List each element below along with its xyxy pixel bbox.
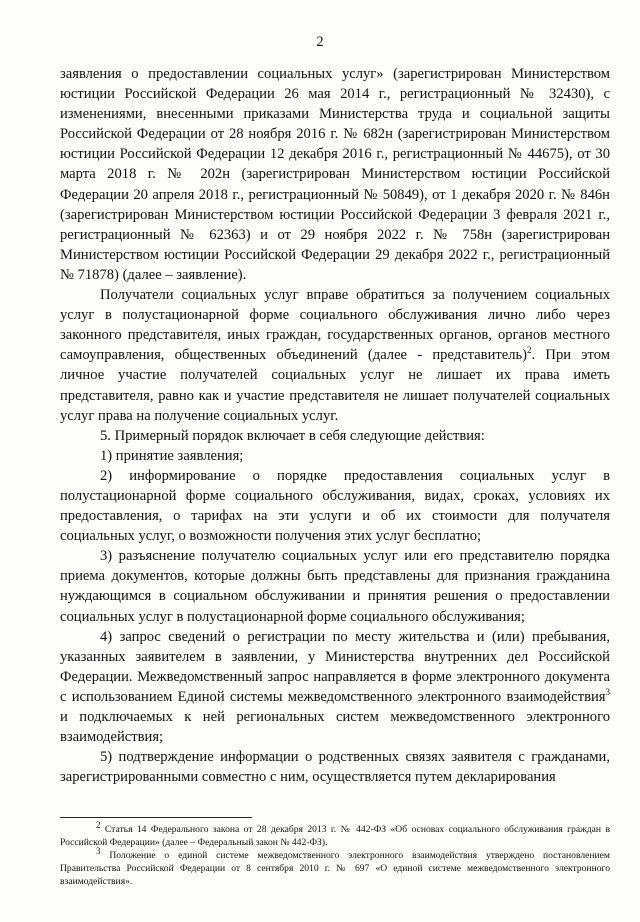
list-item-1: 1) принятие заявления; xyxy=(100,447,244,464)
paragraph-text: 4) запрос сведений о регистрации по месту жительства и (или) пребывания, указанных заявителем в заявлении, у Министерства внутренних дел Российской Федерации. Межведомственный запрос направляется в форме электронного документа с использованием Единой системы межведомственного электронного взаимодействия xyxy=(60,628,610,705)
footnote-text: Статья 14 Федерального закона от 28 декабря 2013 г. № 442-ФЗ «Об основах социального обслуживания граждан в Российской Федерации» (далее – Федеральный закон № 442-ФЗ). xyxy=(60,824,610,848)
footnote-ref: 2 xyxy=(527,345,532,356)
paragraph-text: Получатели социальных услуг вправе обратиться за получением социальных услуг в полустационарной форме социального обслуживания лично либо через законного представителя, иных граждан, государственных органов, органов местного самоуправления, общественных объединений (далее - представитель) xyxy=(60,287,610,364)
body-text xyxy=(60,64,610,787)
footnote-text: Положение о единой системе межведомственного электронного взаимодействия утверждено постановлением Правительства Российской Федерации от 8 сентября 2010 г. № 697 «О единой системе межведомственного электронного взаимодействия». xyxy=(60,850,610,887)
paragraph-text: и подключаемых к ней региональных систем межведомственного электронного взаимодействия; xyxy=(60,709,610,746)
page-number: 2 xyxy=(316,34,324,50)
list-item-2: 2) информирование о порядке предоставления социальных услуг в полустационарной форме социального обслуживания, видах, сроках, условиях их предоставления, о тарифах на эти услуги и об их стоимости для получателя социальных услуг, о возможности получения этих услуг бесплатно; xyxy=(60,467,610,545)
list-item-5: 5) подтверждение информации о родственных связях заявителя с гражданами, зарегистрированными совместно с ним, осуществляется путем декларирования xyxy=(60,749,610,786)
paragraph-continuation: заявления о предоставлении социальных услуг» (зарегистрирован Министерством юстиции Российской Федерации 26 мая 2014 г., регистрационный № 32430), с изменениями, внесенными приказами Министерства труда и социальной защиты Российской Федерации от 28 ноября 2016 г. № 682н (зарегистрирован Министерством юстиции Российской Федерации 12 декабря 2016 г., регистрационный № 44675), от 30 марта 2018 г. № 202н (зарегистрирован Министерством юстиции Российской Федерации 20 апреля 2018 г., регистрационный № 50849), от 1 декабря 2020 г. № 846н (зарегистрирован Министерством юстиции Российской Федерации 3 февраля 2021 г., регистрационный № 62363) и от 29 ноября 2022 г. № 758н (зарегистрирован Министерством юстиции Российской Федерации 29 декабря 2022 г., регистрационный № 71878) (далее – заявление). xyxy=(60,66,610,283)
footnotes xyxy=(60,819,610,888)
paragraph-recipients xyxy=(60,285,610,426)
footnote-divider xyxy=(60,817,252,818)
paragraph-item-5: 5. Примерный порядок включает в себя следующие действия: xyxy=(100,427,485,444)
paragraph-text: . При этом личное участие получателей социальных услуг не лишает их права иметь представителя, равно как и участие представителя не лишает получателей социальных услуг права на получение социальных услуг. xyxy=(60,347,610,424)
footnote xyxy=(60,819,610,849)
list-item-3: 3) разъяснение получателю социальных услуг или его представителю порядка приема документов, которые должны быть представлены для признания гражданина нуждающимся в социальном обслуживании и принятия решения о предоставлении социальных услуг в полустационарной форме социального обслуживания; xyxy=(60,548,610,625)
footnote-marker: 2 xyxy=(96,819,101,830)
footnote-ref: 3 xyxy=(605,687,610,698)
list-item-4 xyxy=(60,627,610,748)
footnote xyxy=(60,845,610,888)
footnote-marker: 3 xyxy=(96,845,101,856)
